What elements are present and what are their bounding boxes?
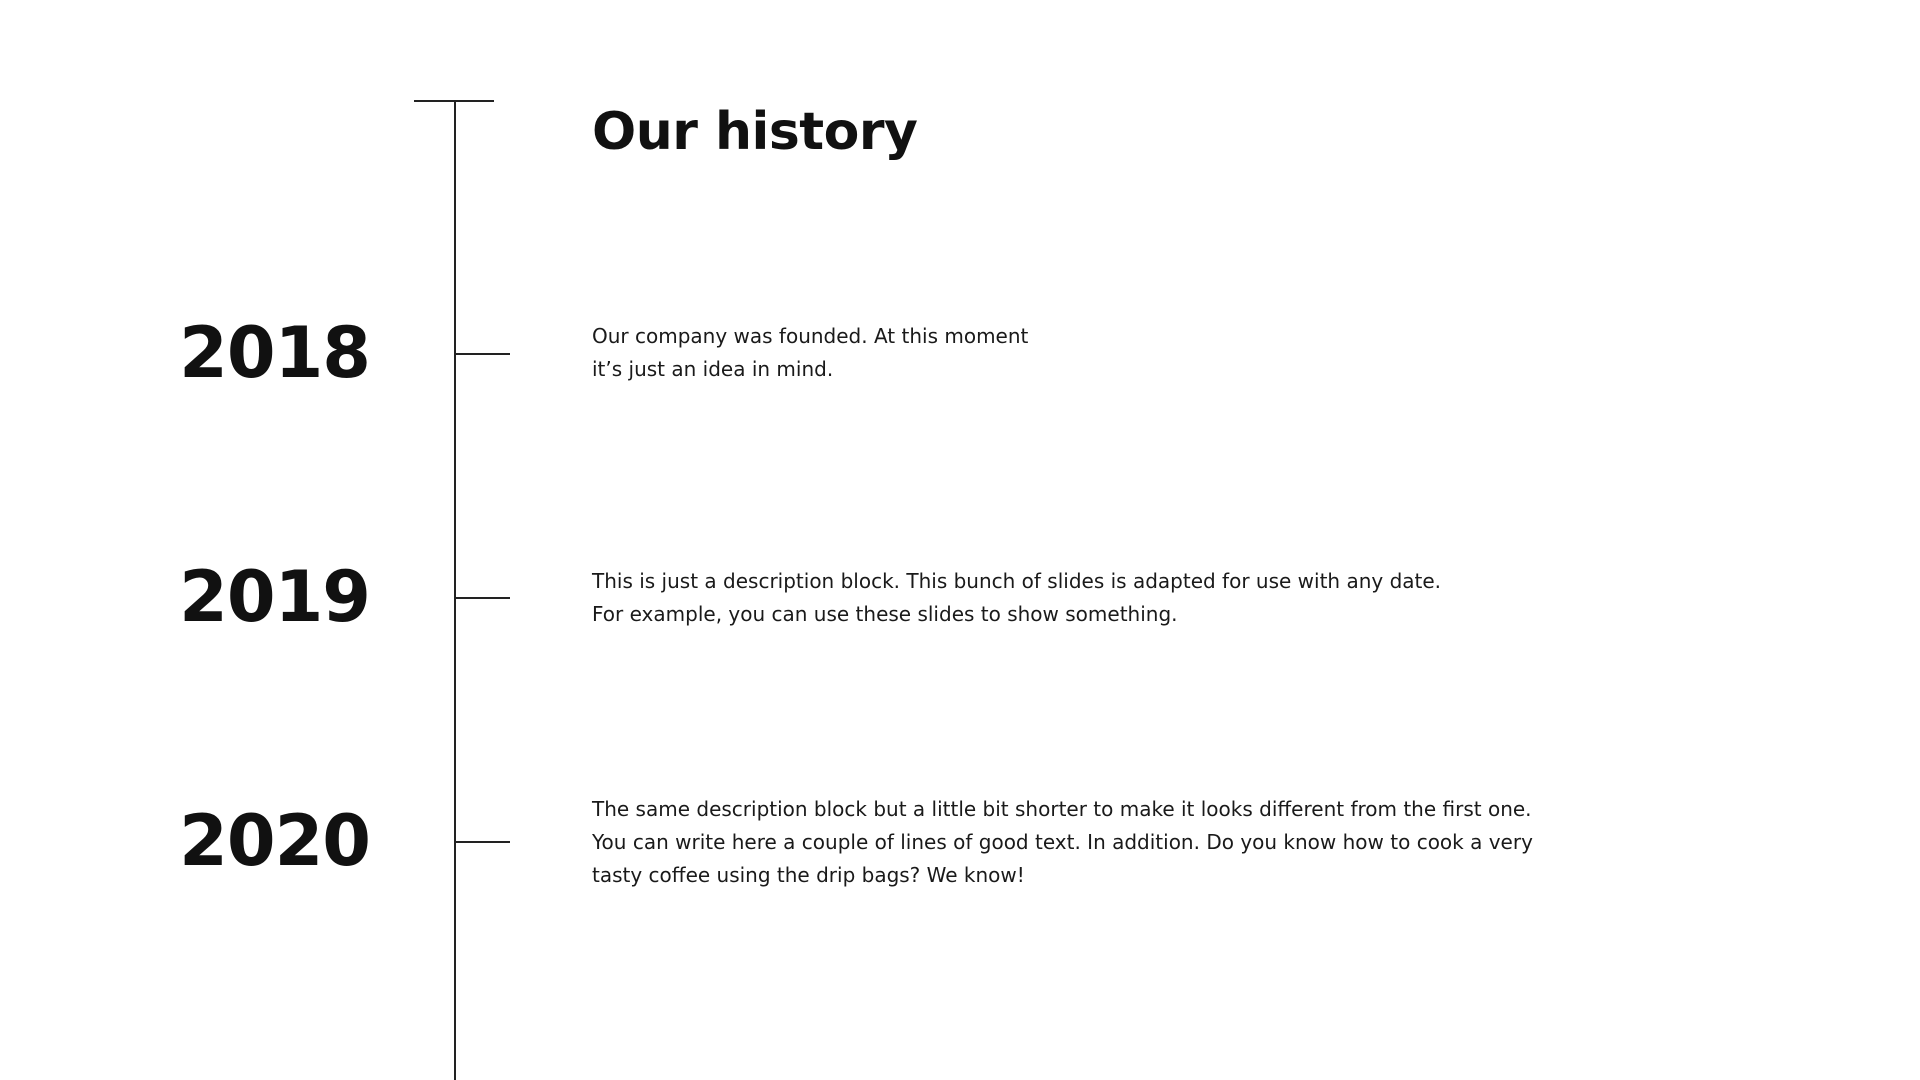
description-line: For example, you can use these slides to show something. bbox=[592, 602, 1178, 626]
description-2020 bbox=[592, 793, 1592, 892]
year-2018: 2018 bbox=[179, 312, 370, 394]
description-line: This is just a description block. This bunch of slides is adapted for use with any date. bbox=[592, 569, 1442, 593]
description-line: The same description block but a little bit shorter to make it looks different from the first one. bbox=[592, 797, 1532, 821]
timeline-line bbox=[454, 100, 456, 1080]
year-2019: 2019 bbox=[179, 556, 370, 638]
description-line: You can write here a couple of lines of good text. In addition. Do you know how to cook a very bbox=[592, 830, 1533, 854]
description-line: tasty coffee using the drip bags? We know! bbox=[592, 863, 1025, 887]
timeline-top-cap bbox=[414, 100, 494, 102]
description-line: Our company was founded. At this moment bbox=[592, 324, 1029, 348]
description-2019 bbox=[592, 565, 1592, 631]
description-line: it’s just an idea in mind. bbox=[592, 357, 834, 381]
timeline-tick-2018 bbox=[454, 353, 510, 355]
timeline-tick-2020 bbox=[454, 841, 510, 843]
description-2018 bbox=[592, 320, 1592, 386]
year-2020: 2020 bbox=[179, 800, 370, 882]
page-title: Our history bbox=[592, 102, 918, 162]
timeline-tick-2019 bbox=[454, 597, 510, 599]
